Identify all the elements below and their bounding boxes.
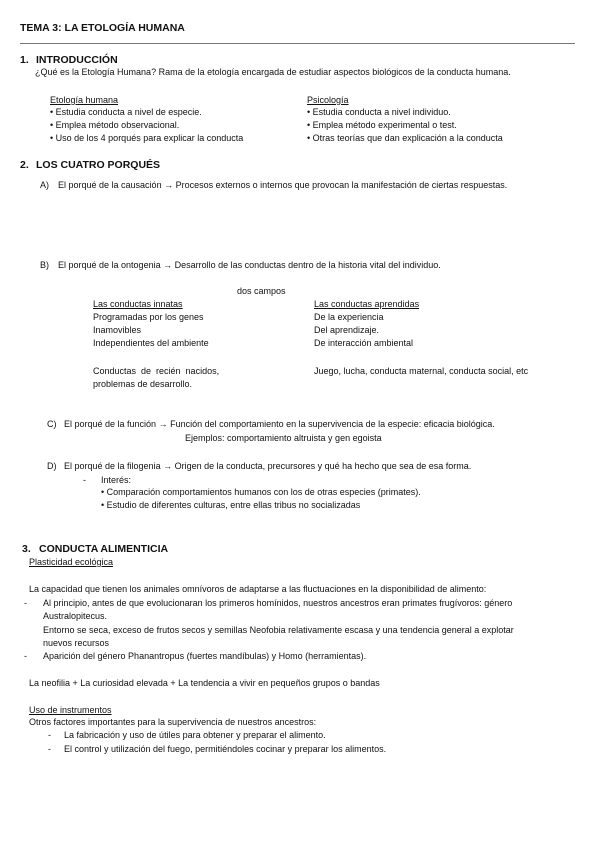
section-3-number: 3. xyxy=(22,543,31,555)
innatas-item: Programadas por los genes xyxy=(93,312,204,322)
aprendidas-item: De interacción ambiental xyxy=(314,338,414,348)
dos-campos-label: dos campos xyxy=(237,286,286,296)
plasticidad-subheading: Plasticidad ecológica xyxy=(29,557,114,567)
bullet-dash: - xyxy=(24,598,27,608)
title-divider xyxy=(20,43,575,44)
psicologia-item: • Otras teorías que dan explicación a la conducta xyxy=(307,133,503,143)
aprendidas-item: De la experiencia xyxy=(314,312,384,322)
plasticidad-paragraph: La capacidad que tienen los animales omnívoros de adaptarse a las fluctuaciones en la disponibilidad de alimento: xyxy=(29,584,487,594)
item-c-ejemplos: Ejemplos: comportamiento altruista y gen egoista xyxy=(185,433,382,443)
instrumentos-item: La fabricación y uso de útiles para obtener y preparar el alimento. xyxy=(64,730,326,740)
innatas-example: Conductas de recién nacidos, xyxy=(93,366,220,376)
innatas-item: Inamovibles xyxy=(93,325,142,335)
section-2-number: 2. xyxy=(20,159,29,171)
section-2-heading: LOS CUATRO PORQUÉS xyxy=(36,159,161,171)
plasticidad-bullet-1-cont: Australopitecus. xyxy=(43,611,108,621)
plasticidad-bullet-1-cont: Entorno se seca, exceso de frutos secos y semillas Neofobia relativamente escasa y una tendencia general a explotar xyxy=(43,625,514,635)
item-b-text: El porqué de la ontogenia → Desarrollo de las conductas dentro de la historia vital del individuo. xyxy=(58,260,441,270)
section-1-heading: INTRODUCCIÓN xyxy=(36,54,118,66)
etologia-item: • Emplea método observacional. xyxy=(50,120,180,130)
interes-item: • Comparación comportamientos humanos con los de otras especies (primates). xyxy=(101,487,421,497)
bullet-dash: - xyxy=(24,651,27,661)
formula-line: La neofilia + La curiosidad elevada + La tendencia a vivir en pequeños grupos o bandas xyxy=(29,678,380,688)
psicologia-column-title: Psicología xyxy=(307,95,349,105)
bullet-dash: - xyxy=(48,744,51,754)
instrumentos-paragraph: Otros factores importantes para la supervivencia de nuestros ancestros: xyxy=(29,717,317,727)
section-1-number: 1. xyxy=(20,54,29,66)
interes-label: Interés: xyxy=(101,475,132,485)
aprendidas-item: Del aprendizaje. xyxy=(314,325,380,335)
plasticidad-bullet-1: Al principio, antes de que evolucionaran los primeros homínidos, nuestros ancestros eran primates frugívoros: género xyxy=(43,598,513,608)
section-1-intro: ¿Qué es la Etología Humana? Rama de la etología encargada de estudiar aspectos biológicos de la conducta humana. xyxy=(35,67,511,77)
document-title: TEMA 3: LA ETOLOGÍA HUMANA xyxy=(20,22,185,34)
instrumentos-subheading: Uso de instrumentos xyxy=(29,705,112,715)
instrumentos-item: El control y utilización del fuego, permitiéndoles cocinar y preparar los alimentos. xyxy=(64,744,387,754)
item-c-text: El porqué de la función → Función del comportamiento en la supervivencia de la especie: eficacia biológica. xyxy=(64,419,495,429)
item-a-label: A) xyxy=(40,180,49,190)
item-c-label: C) xyxy=(47,419,57,429)
etologia-item: • Uso de los 4 porqués para explicar la conducta xyxy=(50,133,244,143)
innatas-item: Independientes del ambiente xyxy=(93,338,209,348)
etologia-item: • Estudia conducta a nivel de especie. xyxy=(50,107,202,117)
item-d-text: El porqué de la filogenia → Origen de la conducta, precursores y qué ha hecho que sea de esa forma. xyxy=(64,461,472,471)
plasticidad-bullet-1-cont: nuevos recursos xyxy=(43,638,110,648)
etologia-column-title: Etología humana xyxy=(50,95,119,105)
innatas-title: Las conductas innatas xyxy=(93,299,183,309)
item-d-label: D) xyxy=(47,461,57,471)
innatas-example: problemas de desarrollo. xyxy=(93,379,193,389)
aprendidas-title: Las conductas aprendidas xyxy=(314,299,420,309)
section-3-heading: CONDUCTA ALIMENTICIA xyxy=(39,543,169,555)
psicologia-item: • Emplea método experimental o test. xyxy=(307,120,457,130)
psicologia-item: • Estudia conducta a nivel individuo. xyxy=(307,107,451,117)
interes-dash: - xyxy=(83,475,86,485)
item-b-label: B) xyxy=(40,260,49,270)
interes-item: • Estudio de diferentes culturas, entre ellas tribus no socializadas xyxy=(101,500,361,510)
bullet-dash: - xyxy=(48,730,51,740)
plasticidad-bullet-2: Aparición del género Phanantropus (fuertes mandíbulas) y Homo (herramientas). xyxy=(43,651,367,661)
item-a-text: El porqué de la causación → Procesos externos o internos que provocan la manifestación de ciertas respuestas. xyxy=(58,180,508,190)
aprendidas-example: Juego, lucha, conducta maternal, conducta social, etc xyxy=(314,366,529,376)
